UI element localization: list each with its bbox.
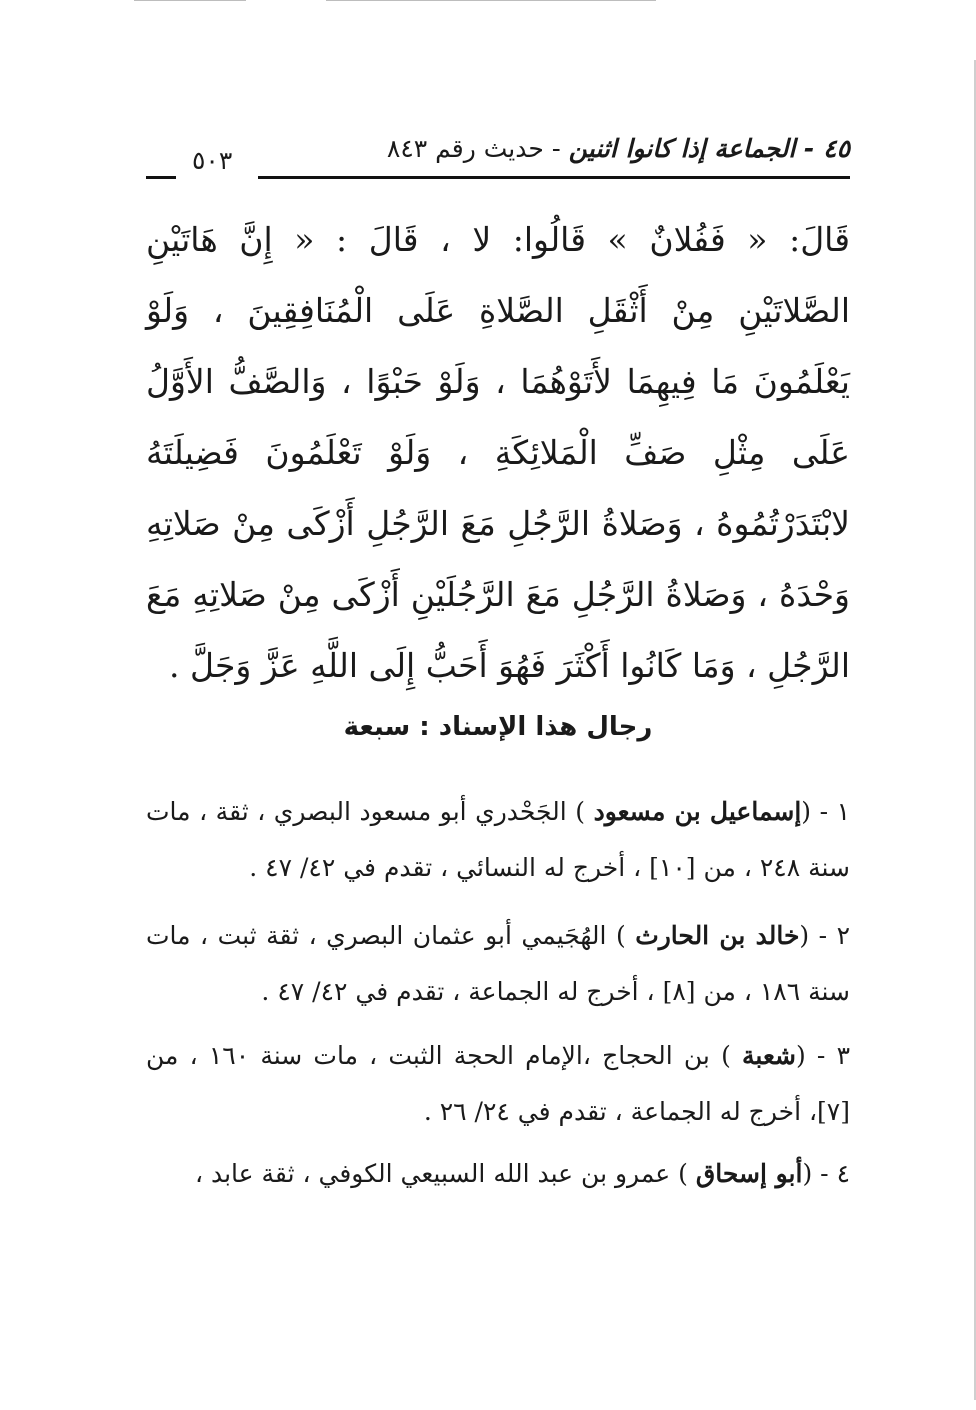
narrator-number: ١ - ( [801, 797, 850, 826]
narrator-entry [146, 784, 850, 896]
narrator-details: بن الحجاج ،الإمام الحجة الثبت ، مات سنة ١٦٠ ، من [٧]، أخرج له الجماعة ، تقدم في ٢٤/ ٢٦ . [146, 1041, 850, 1126]
narrator-name: إسماعيل بن مسعود [593, 797, 802, 826]
narrator-number: ٣ - ( [796, 1041, 850, 1070]
narrator-bracket: ) [721, 1041, 731, 1070]
narrator-number: ٤ - ( [802, 1159, 850, 1188]
narrator-entry [146, 1146, 850, 1202]
narrator-entry [146, 1028, 850, 1140]
narrator-details: الهُجَيمي أبو عثمان البصري ، ثقة ثبت ، مات سنة ١٨٦ ، من [٨] ، أخرج له الجماعة ، تقدم في ٤٢/ ٤٧ . [146, 921, 850, 1006]
narrator-name: شعبة [742, 1041, 796, 1070]
hadith-text: قَالَ: « فَفُلانٌ » قَالُوا: لا ، قَالَ : « إِنَّ هَاتَيْنِ الصَّلاتَيْنِ مِنْ أَثْقَلِ الصَّلاةِ عَلَى الْمُنَافِقِينَ ، وَلَوْ يَعْلَمُونَ مَا فِيهِمَا لأَتَوْهُمَا ، وَلَوْ حَبْوًا ، وَالصَّفُّ الأَوَّلُ عَلَى مِثْلِ صَفِّ الْمَلائِكَةِ ، وَلَوْ تَعْلَمُونَ فَضِيلَتَهُ لابْتَدَرْتُمُوهُ ، وَصَلاةُ الرَّجُلِ مَعَ الرَّجُلِ أَزْكَى مِنْ صَلاتِهِ وَحْدَهُ ، وَصَلاةُ الرَّجُلِ مَعَ الرَّجُلَيْنِ أَزْكَى مِنْ صَلاتِهِ مَعَ الرَّجُلِ ، وَمَا كَانُوا أَكْثَرَ فَهُوَ أَحَبُّ إِلَى اللَّهِ عَزَّ وَجَلَّ . [146, 220, 850, 685]
page-number: ٥٠٣ [192, 146, 233, 175]
narrator-name: أبو إسحاق [695, 1159, 803, 1188]
narrator-bracket: ) [575, 797, 586, 826]
narrator-bracket: ) [678, 1159, 688, 1188]
running-title [387, 134, 850, 163]
narrator-list [146, 784, 850, 1202]
header-rule [258, 176, 850, 179]
scan-edge-center [326, 0, 656, 1]
section-title: رجال هذا الإسناد : سبعة [343, 712, 653, 742]
scan-edge-left [134, 0, 246, 1]
narrator-entry [146, 908, 850, 1020]
narrator-name: خالد بن الحارث [635, 921, 800, 950]
chapter-title: ٤٥ - الجماعة إذا كانوا اثنين [568, 134, 850, 163]
narrator-bracket: ) [615, 921, 626, 950]
narrator-details: عمرو بن عبد الله السبيعي الكوفي ، ثقة عابد ، [194, 1159, 679, 1188]
header-rule-short [146, 176, 176, 179]
narrator-details: الجَحْدري أبو مسعود البصري ، ثقة ، مات سنة ٢٤٨ ، من [١٠] ، أخرج له النسائي ، تقدم في ٤٢/ ٤٧ . [146, 797, 850, 882]
hadith-reference: - حديث رقم ٨٤٣ [386, 134, 561, 163]
narrator-number: ٢ - ( [799, 921, 850, 950]
page-header [146, 130, 850, 182]
